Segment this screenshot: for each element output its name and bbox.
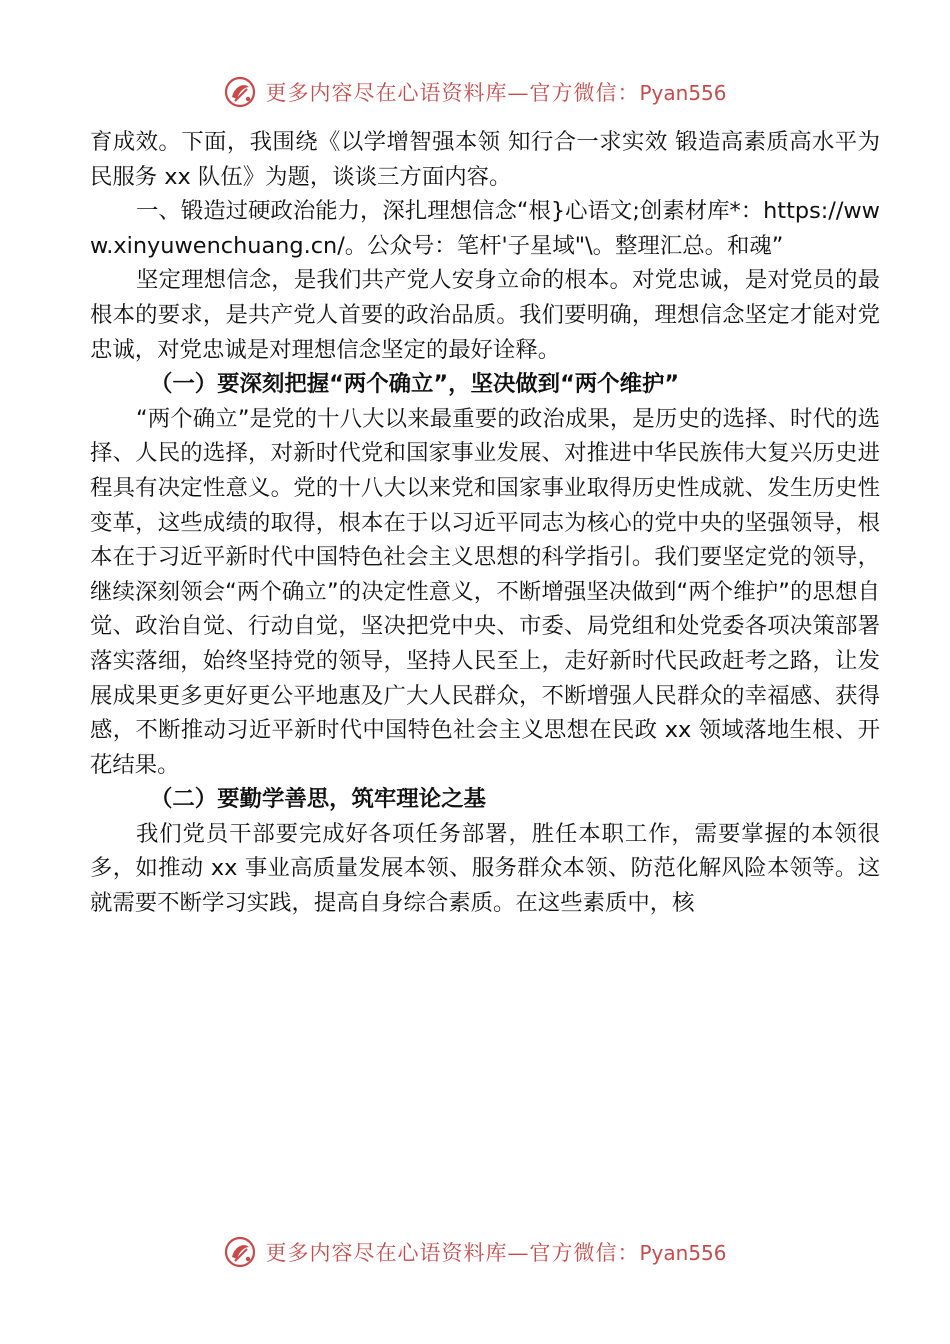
brand-logo-icon [223, 75, 257, 109]
document-body [90, 125, 880, 921]
subheading-1: （一）要深刻把握“两个确立”，坚决做到“两个维护” [150, 371, 680, 398]
watermark-footer [0, 1232, 950, 1272]
section-one-title: 一、锻造过硬政治能力，深扎理想信念“根}心语文;创素材库*：https://www.xinyuwenchuang.cn/。公众号：笔杆'子星域"\。整理汇总。和魂” [90, 198, 880, 259]
watermark-handle: Pyan556 [639, 1241, 727, 1265]
paragraph-3: 坚定理想信念，是我们共产党人安身立命的根本。对党忠诚，是对党员的最根本的要求，是共产党人首要的政治品质。我们要明确，理想信念坚定才能对党忠诚，对党忠诚是对理想信念坚定的最好诠释。 [90, 267, 880, 363]
watermark-header [0, 72, 950, 112]
watermark-text: 更多内容尽在心语资料库—官方微信：Pyan556 [265, 1241, 727, 1265]
brand-logo-icon [223, 1235, 257, 1269]
subheading-2: （二）要勤学善思，筑牢理论之基 [150, 786, 486, 813]
watermark-text: 更多内容尽在心语资料库—官方微信：Pyan556 [265, 81, 727, 105]
paragraph-4: “两个确立”是党的十八大以来最重要的政治成果，是历史的选择、时代的选择、人民的选择，对新时代党和国家事业发展、对推进中华民族伟大复兴历史进程具有决定性意义。党的十八大以来党和国家事业取得历史性成就、发生历史性变革，这些成绩的取得，根本在于以习近平同志为核心的党中央的坚强领导，根本在于习近平新时代中国特色社会主义思想的科学指引。我们要坚定党的领导，继续深刻领会“两个确立”的决定性意义，不断增强坚决做到“两个维护”的思想自觉、政治自觉、行动自觉，坚决把党中央、市委、局党组和处党委各项决策部署落实落细，始终坚持党的领导，坚持人民至上，走好新时代民政赶考之路，让发展成果更多更好更公平地惠及广大人民群众，不断增强人民群众的幸福感、获得感，不断推动习近平新时代中国特色社会主义思想在民政 xx 领域落地生根、开花结果。 [90, 405, 880, 778]
watermark-handle: Pyan556 [639, 81, 727, 105]
paragraph-1: 育成效。下面，我围绕《以学增智强本领 知行合一求实效 锻造高素质高水平为民服务 xx 队伍》为题，谈谈三方面内容。 [90, 129, 880, 190]
paragraph-5: 我们党员干部要完成好各项任务部署，胜任本职工作，需要掌握的本领很多，如推动 xx 事业高质量发展本领、服务群众本领、防范化解风险本领等。这就需要不断学习实践，提高自身综合素质。在这些素质中，核 [90, 820, 880, 917]
